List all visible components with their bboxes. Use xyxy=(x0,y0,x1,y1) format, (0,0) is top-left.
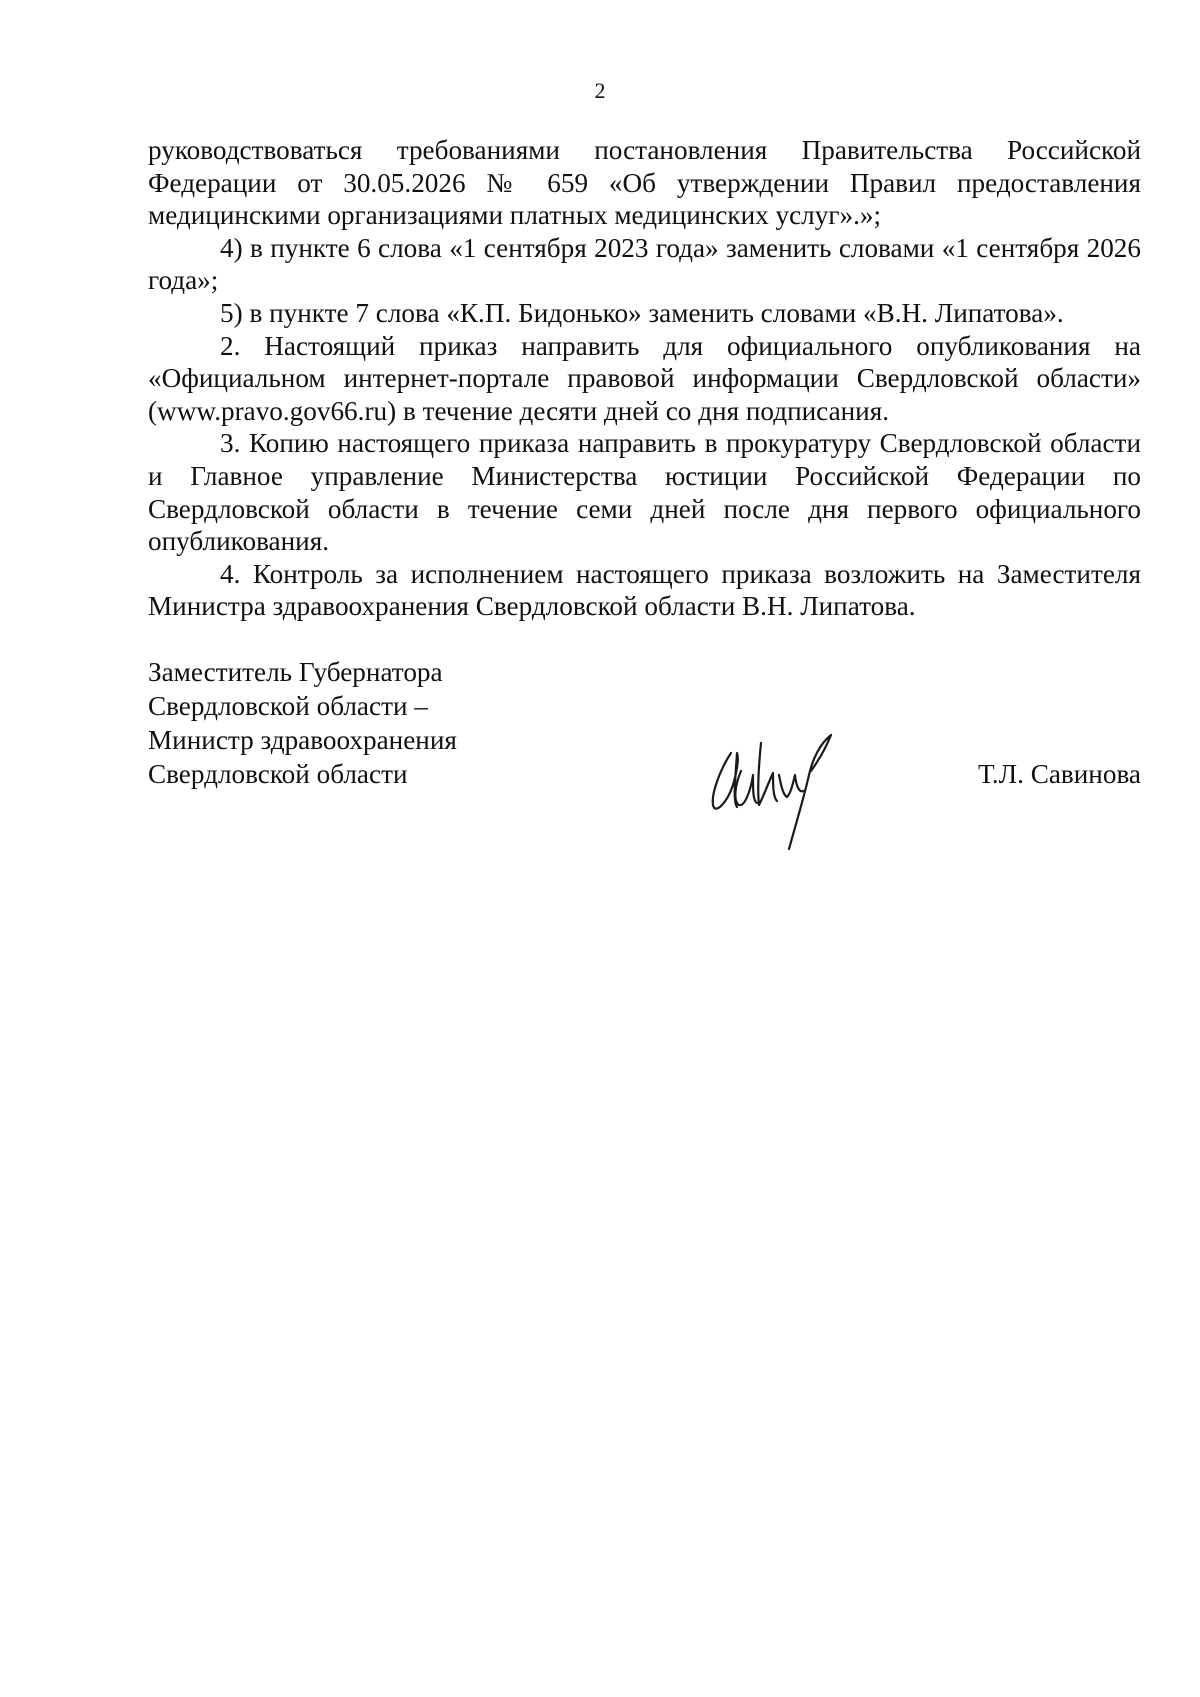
handwritten-signature xyxy=(703,723,853,853)
paragraph-point-4: 4. Контроль за исполнением настоящего приказа возложить на Заместителя Министра здравоохранения Свердловской области В.Н. Липатова. xyxy=(148,558,1141,622)
paragraph-continuation: руководствоваться требованиями постановления Правительства Российской Федерации от 30.05.2026 № 659 «Об утверждении Правил предоставления медицинскими организациями платных медицинских услуг».»; xyxy=(148,135,1141,231)
paragraph-item-4: 4) в пункте 6 слова «1 сентября 2023 года» заменить словами «1 сентября 2026 года»; xyxy=(148,232,1141,296)
signatory-position-line: Министр здравоохранения xyxy=(148,725,457,755)
paragraph-point-2: 2. Настоящий приказ направить для официального опубликования на «Официальном интернет-портале правовой информации Свердловской области» (www.pravo.gov66.ru) в течение десяти дней со дня подписания. xyxy=(148,330,1141,426)
signatory-position xyxy=(148,655,648,791)
signatory-name: Т.Л. Савинова xyxy=(978,759,1141,789)
signatory-position-line: Свердловской области xyxy=(148,759,408,789)
document-body xyxy=(148,134,1141,623)
paragraph-item-5: 5) в пункте 7 слова «К.П. Бидонько» заменить словами «В.Н. Липатова». xyxy=(220,297,1064,328)
signatory-position-line: Заместитель Губернатора xyxy=(148,657,443,687)
signature-block xyxy=(148,655,1141,875)
paragraph-point-3: 3. Копию настоящего приказа направить в прокуратуру Свердловской области и Главное управление Министерства юстиции Российской Федерации по Свердловской области в течение семи дней после дня первого официального опубликования. xyxy=(148,428,1141,557)
signatory-position-line: Свердловской области – xyxy=(148,691,428,721)
page-number: 2 xyxy=(594,78,606,103)
